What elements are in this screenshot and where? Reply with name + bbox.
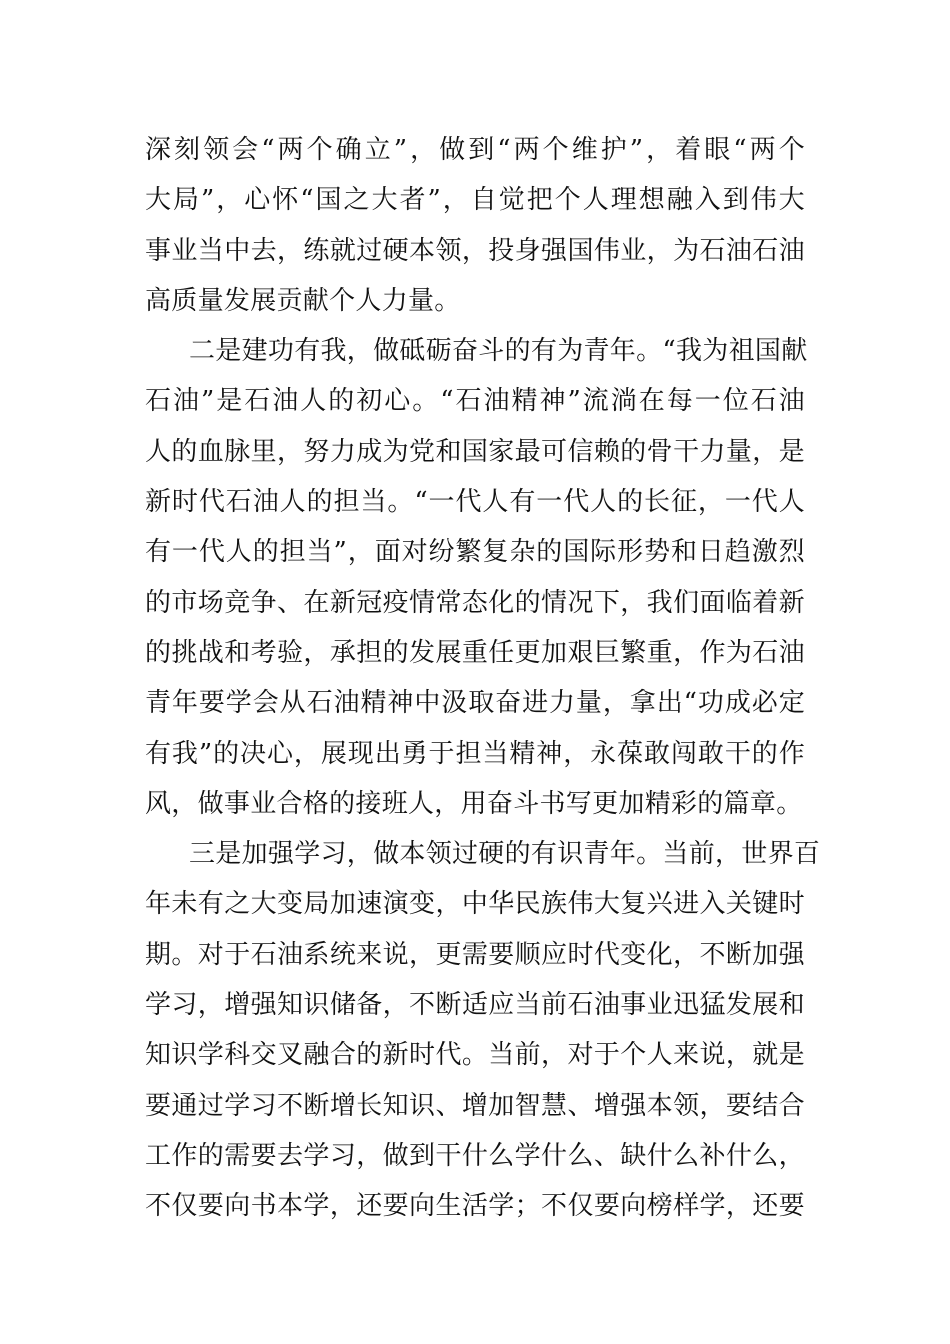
text-line: 深刻领会“两个确立”，做到“两个维护”，着眼“两个	[145, 135, 805, 165]
text-line: 高质量发展贡献个人力量。	[145, 285, 461, 316]
text-line: 不仅要向书本学，还要向生活学；不仅要向榜样学，还要	[145, 1191, 805, 1222]
text-line: 三是加强学习，做本领过硬的有识青年。当前，世界百	[189, 839, 821, 870]
text-line: 期。对于石油系统来说，更需要顺应时代变化，不断加强	[145, 939, 805, 970]
text-line: 新时代石油人的担当。“一代人有一代人的长征，一代人	[145, 487, 805, 518]
text-line: 知识学科交叉融合的新时代。当前，对于个人来说，就是	[145, 1040, 805, 1071]
text-line: 工作的需要去学习，做到干什么学什么、缺什么补什么，	[145, 1140, 805, 1171]
text-line: 人的血脉里，努力成为党和国家最可信赖的骨干力量，是	[145, 436, 805, 467]
text-line: 学习，增强知识储备，不断适应当前石油事业迅猛发展和	[145, 990, 805, 1021]
text-line: 风，做事业合格的接班人，用奋斗书写更加精彩的篇章。	[145, 788, 803, 819]
text-line: 年未有之大变局加速演变，中华民族伟大复兴进入关键时	[145, 889, 805, 920]
text-line: 有一代人的担当”，面对纷繁复杂的国际形势和日趋激烈	[145, 537, 805, 568]
text-line: 要通过学习不断增长知识、增加智慧、增强本领，要结合	[145, 1090, 805, 1121]
text-line: 事业当中去，练就过硬本领，投身强国伟业，为石油石油	[145, 235, 805, 266]
text-line: 的挑战和考验，承担的发展重任更加艰巨繁重，作为石油	[145, 637, 805, 668]
body-text	[145, 125, 821, 1232]
text-line: 的市场竞争、在新冠疫情常态化的情况下，我们面临着新	[145, 587, 805, 618]
text-line: 大局”，心怀“国之大者”，自觉把个人理想融入到伟大	[145, 185, 805, 216]
text-line: 二是建功有我，做砥砺奋斗的有为青年。“我为祖国献	[189, 336, 808, 367]
text-line: 青年要学会从石油精神中汲取奋进力量，拿出“功成必定	[145, 688, 805, 719]
text-line: 有我”的决心，展现出勇于担当精神，永葆敢闯敢干的作	[145, 738, 805, 769]
text-line: 石油”是石油人的初心。“石油精神”流淌在每一位石油	[145, 386, 805, 417]
